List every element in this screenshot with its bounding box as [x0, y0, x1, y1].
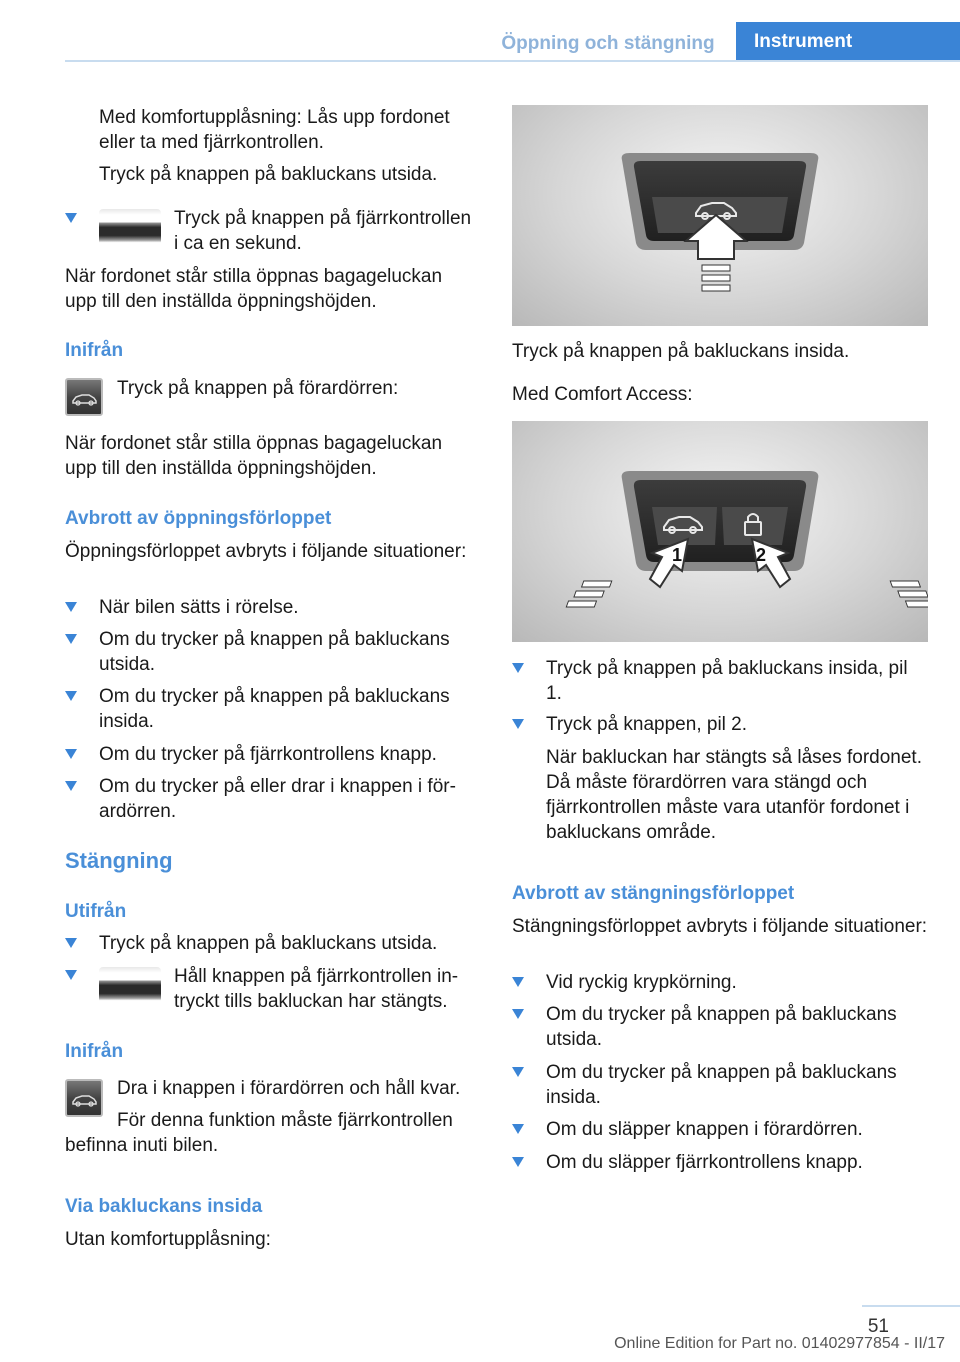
subheading-inside-1: Inifrån [65, 340, 124, 361]
bullet-triangle-icon [65, 213, 77, 223]
heading-closing: Stängning [65, 848, 173, 873]
bullet-triangle-icon [65, 970, 77, 980]
bullet-triangle-icon [512, 719, 524, 729]
paragraph-press-driver-door: Tryck på knappen på förardörren: [117, 378, 399, 399]
arrow-label-2: 2 [756, 545, 767, 565]
paragraph-locking-note: När bakluckan har stängts så låses fordonet. Då måste förardörren vara stängd och fjärrkontrollen måste vara utanför fordonet i bakluckans område. [546, 747, 922, 843]
photo-comfort-access-buttons [512, 421, 928, 642]
subheading-abort-opening: Avbrott av öppningsförloppet [65, 508, 332, 529]
paragraph-without-comfort: Utan komfortupplåsning: [65, 1229, 271, 1250]
bullet-triangle-icon [65, 781, 77, 791]
list-item: Om du trycker på knappen på bakluckans insida. [99, 686, 450, 732]
page-number: 51 [867, 1316, 889, 1337]
paragraph-press-outside: Tryck på knappen på bakluckans utsida. [99, 164, 438, 185]
tailgate-button-icon [65, 378, 103, 416]
footer-rule [862, 1305, 960, 1307]
list-item: Tryck på knappen, pil 2. [546, 714, 748, 735]
caption-photo-1: Tryck på knappen på bakluckans insida. [512, 341, 850, 362]
header-chapter-tab[interactable]: Instrument [736, 22, 960, 62]
comfort-access-illustration [512, 421, 928, 642]
header-rule [65, 60, 960, 62]
list-item: Om du släpper knappen i förardörren. [546, 1119, 863, 1140]
header-section-title: Öppning och stängning [501, 33, 715, 54]
list-item: Om du trycker på knappen på bakluckans utsida. [546, 1004, 897, 1050]
paragraph-remote-inside: För denna funktion måste fjärrkontrollen befinna inuti bilen. [65, 1110, 453, 1156]
list-item: Håll knappen på fjärrkontrollen intryckt tills bakluckan har stängts. [174, 966, 459, 1012]
paragraph-abort-opening-intro: Öppningsförloppet avbryts i följande situationer: [65, 541, 467, 562]
paragraph-opening-height-2: När fordonet står stilla öppnas bagageluckan upp till den inställda öppningshöjden. [65, 433, 443, 479]
bullet-triangle-icon [512, 1067, 524, 1077]
paragraph-abort-closing-intro: Stängningsförloppet avbryts i följande situationer: [512, 916, 928, 937]
list-item: Tryck på knappen på bakluckans utsida. [99, 933, 438, 954]
paragraph-pull-door-button: Dra i knappen i förardörren och håll kvar. [117, 1078, 461, 1099]
bullet-triangle-icon [512, 663, 524, 673]
subheading-outside: Utifrån [65, 901, 127, 922]
subheading-inside-2: Inifrån [65, 1041, 124, 1062]
remote-key-icon [99, 209, 161, 247]
edition-footer: Online Edition for Part no. 01402977854 - II/17 [614, 1335, 945, 1352]
list-item: Om du trycker på knappen på bakluckans utsida. [99, 629, 450, 675]
list-item: Vid ryckig krypkörning. [546, 972, 737, 993]
paragraph-comfort-access: Med Comfort Access: [512, 384, 693, 405]
list-item: Om du släpper fjärrkontrollens knapp. [546, 1152, 863, 1173]
subheading-abort-closing: Avbrott av stängningsförloppet [512, 883, 795, 904]
paragraph-comfort-unlock: Med komfortupplåsning: Lås upp fordonet eller ta med fjärrkontrollen. [99, 107, 450, 153]
photo-tailgate-button [512, 105, 928, 326]
bullet-triangle-icon [65, 691, 77, 701]
bullet-triangle-icon [512, 977, 524, 987]
list-item: Om du trycker på eller drar i knappen i förardörren. [99, 776, 456, 822]
arrow-up-icon [566, 539, 688, 607]
bullet-triangle-icon [512, 1124, 524, 1134]
bullet-triangle-icon [65, 749, 77, 759]
bullet-remote-one-second: Tryck på knappen på fjärrkontrollen i ca en sekund. [174, 208, 472, 254]
bullet-triangle-icon [65, 634, 77, 644]
bullet-triangle-icon [512, 1009, 524, 1019]
arrow-up-icon [752, 539, 928, 607]
remote-key-icon [99, 967, 161, 1005]
list-item: Tryck på knappen på bakluckans insida, pil 1. [546, 658, 908, 704]
arrow-label-1: 1 [672, 545, 683, 565]
bullet-triangle-icon [65, 602, 77, 612]
paragraph-opening-height-1: När fordonet står stilla öppnas bagageluckan upp till den inställda öppningshöjden. [65, 266, 443, 312]
list-item: Om du trycker på knappen på bakluckans insida. [546, 1062, 897, 1108]
bullet-triangle-icon [512, 1157, 524, 1167]
car-outline-icon [67, 380, 101, 414]
tailgate-button-illustration [512, 105, 928, 326]
list-item: Om du trycker på fjärrkontrollens knapp. [99, 744, 437, 765]
subheading-via-inside: Via bakluckans insida [65, 1196, 263, 1217]
bullet-triangle-icon [65, 938, 77, 948]
list-item: När bilen sätts i rörelse. [99, 597, 299, 618]
